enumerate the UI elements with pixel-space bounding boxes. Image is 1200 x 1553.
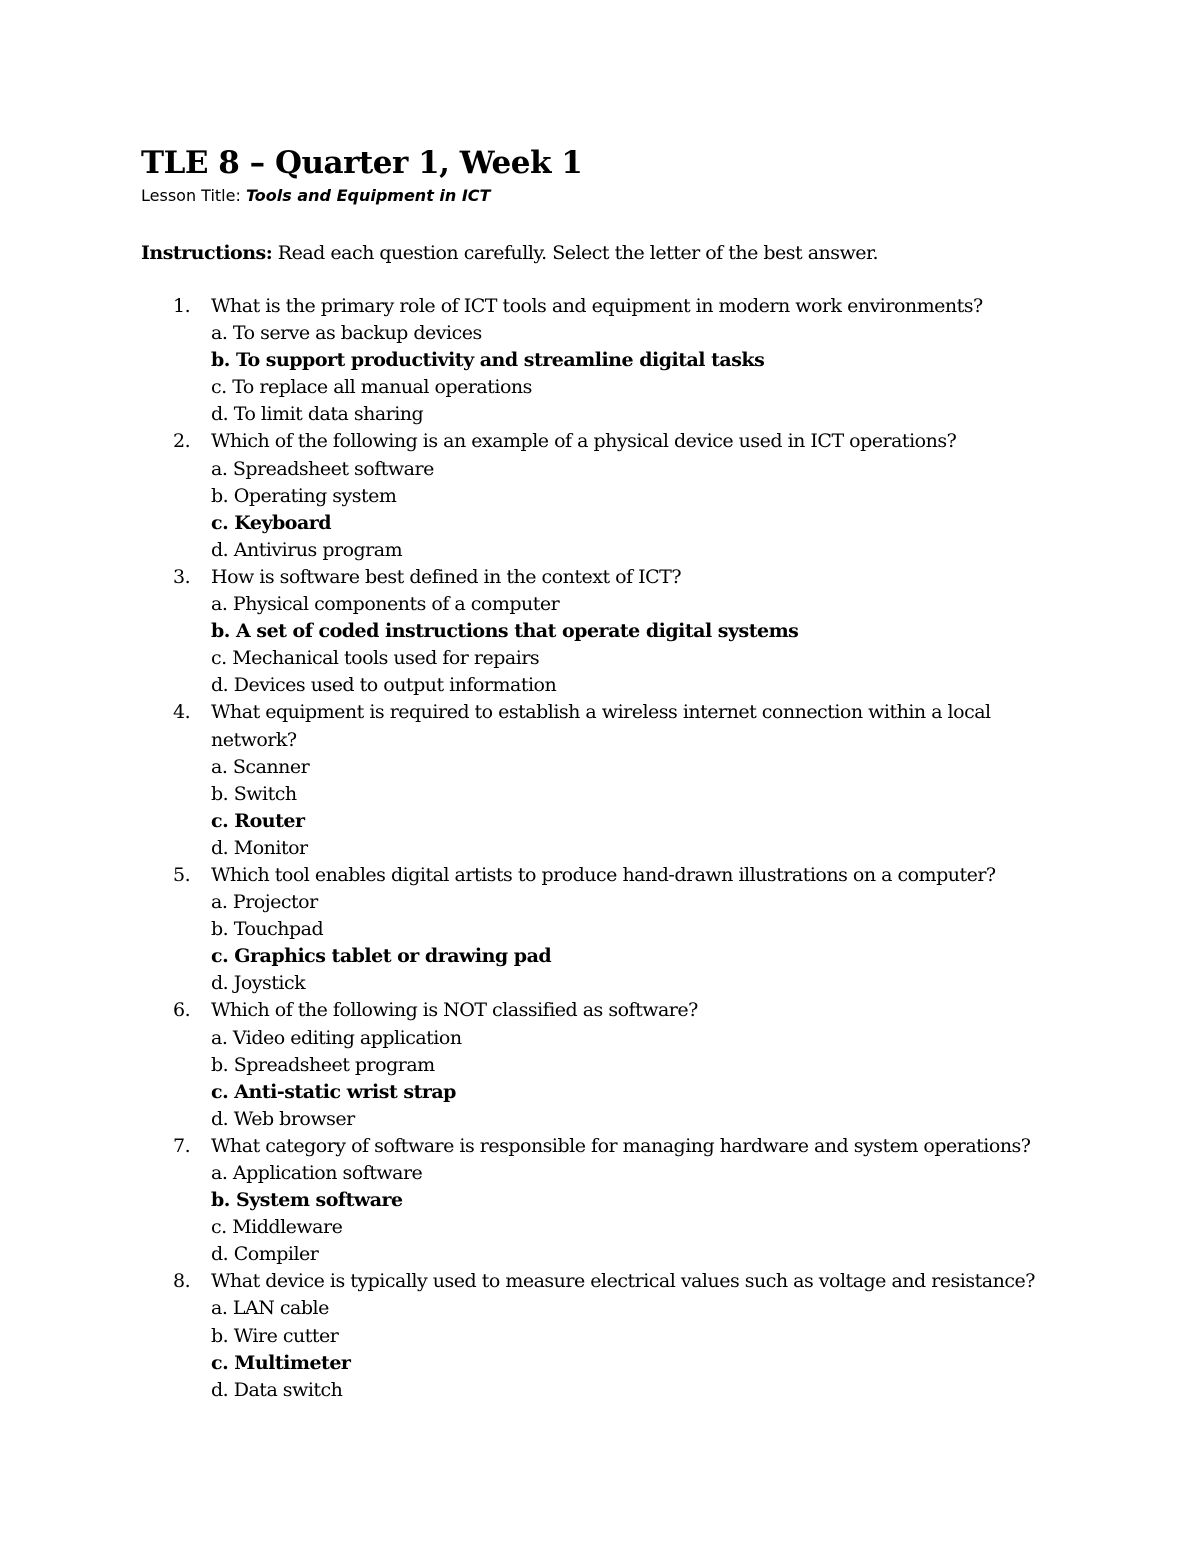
instructions-text: Read each question carefully. Select the letter of the best answer. (272, 242, 879, 264)
lesson-title-value: Tools and Equipment in ICT (245, 186, 491, 205)
question-list (141, 293, 1081, 1404)
question-item (141, 997, 1081, 1132)
answer-option: c. To replace all manual operations (211, 376, 532, 399)
question-text: What category of software is responsible for managing hardware and system operations? (211, 1134, 1031, 1157)
answer-option: a. Physical components of a computer (211, 593, 560, 616)
answer-option: c. Middleware (211, 1216, 343, 1239)
question-number: 1. (173, 295, 191, 317)
question-number: 4. (173, 701, 191, 724)
answer-option-correct: b. To support productivity and streamline digital tasks (211, 349, 765, 372)
question-item (141, 428, 1081, 563)
answer-option-correct: b. System software (211, 1189, 403, 1212)
instructions (141, 240, 878, 267)
question-text: What equipment is required to establish a wireless internet connection within a local network? (211, 701, 991, 751)
page-title: TLE 8 – Quarter 1, Week 1 (141, 145, 583, 181)
answer-option: d. Joystick (211, 972, 306, 995)
question-item (141, 1133, 1081, 1268)
answer-option: a. Application software (211, 1162, 423, 1184)
answer-option: d. Web browser (211, 1107, 355, 1130)
answer-option-correct: c. Keyboard (211, 511, 332, 534)
question-number: 7. (173, 1134, 191, 1157)
question-item (141, 1268, 1081, 1403)
question-number: 3. (173, 565, 191, 588)
question-text: Which of the following is an example of a physical device used in ICT operations? (211, 430, 957, 453)
answer-option: a. To serve as backup devices (211, 322, 482, 345)
answer-option: a. Projector (211, 891, 318, 914)
question-text: Which of the following is NOT classified as software? (211, 999, 698, 1022)
question-number: 6. (173, 999, 191, 1022)
answer-option: b. Operating system (211, 484, 397, 507)
answer-option-correct: c. Router (211, 809, 305, 832)
question-text: What is the primary role of ICT tools and equipment in modern work environments? (211, 295, 983, 317)
answer-option: d. To limit data sharing (211, 403, 424, 426)
answer-option-correct: b. A set of coded instructions that operate digital systems (211, 620, 799, 643)
answer-option: d. Compiler (211, 1243, 319, 1266)
lesson-title-line (141, 184, 490, 208)
instructions-label: Instructions: (141, 242, 273, 264)
answer-option: a. LAN cable (211, 1297, 329, 1320)
answer-option: d. Monitor (211, 836, 308, 859)
answer-option: a. Video editing application (211, 1026, 462, 1049)
answer-option: c. Mechanical tools used for repairs (211, 647, 540, 670)
answer-option: a. Scanner (211, 755, 310, 778)
answer-option: b. Switch (211, 782, 297, 805)
answer-option: b. Touchpad (211, 918, 324, 941)
answer-option: d. Antivirus program (211, 538, 403, 561)
answer-option-correct: c. Multimeter (211, 1351, 351, 1374)
answer-option: b. Wire cutter (211, 1324, 339, 1347)
lesson-title-label: Lesson Title: (141, 186, 246, 205)
question-text: Which tool enables digital artists to produce hand-drawn illustrations on a computer? (211, 863, 996, 886)
question-number: 5. (173, 863, 191, 886)
answer-option: a. Spreadsheet software (211, 457, 434, 480)
answer-option-correct: c. Graphics tablet or drawing pad (211, 945, 552, 968)
question-number: 8. (173, 1270, 191, 1293)
question-item (141, 699, 1081, 862)
answer-option: b. Spreadsheet program (211, 1053, 435, 1076)
question-item (141, 564, 1081, 699)
question-number: 2. (173, 430, 191, 453)
question-item (141, 293, 1081, 428)
question-text: How is software best defined in the context of ICT? (211, 565, 682, 588)
answer-option: d. Devices used to output information (211, 674, 557, 697)
answer-option-correct: c. Anti-static wrist strap (211, 1080, 456, 1103)
answer-option: d. Data switch (211, 1378, 343, 1401)
question-item (141, 862, 1081, 997)
question-text: What device is typically used to measure electrical values such as voltage and resistance? (211, 1270, 1035, 1293)
